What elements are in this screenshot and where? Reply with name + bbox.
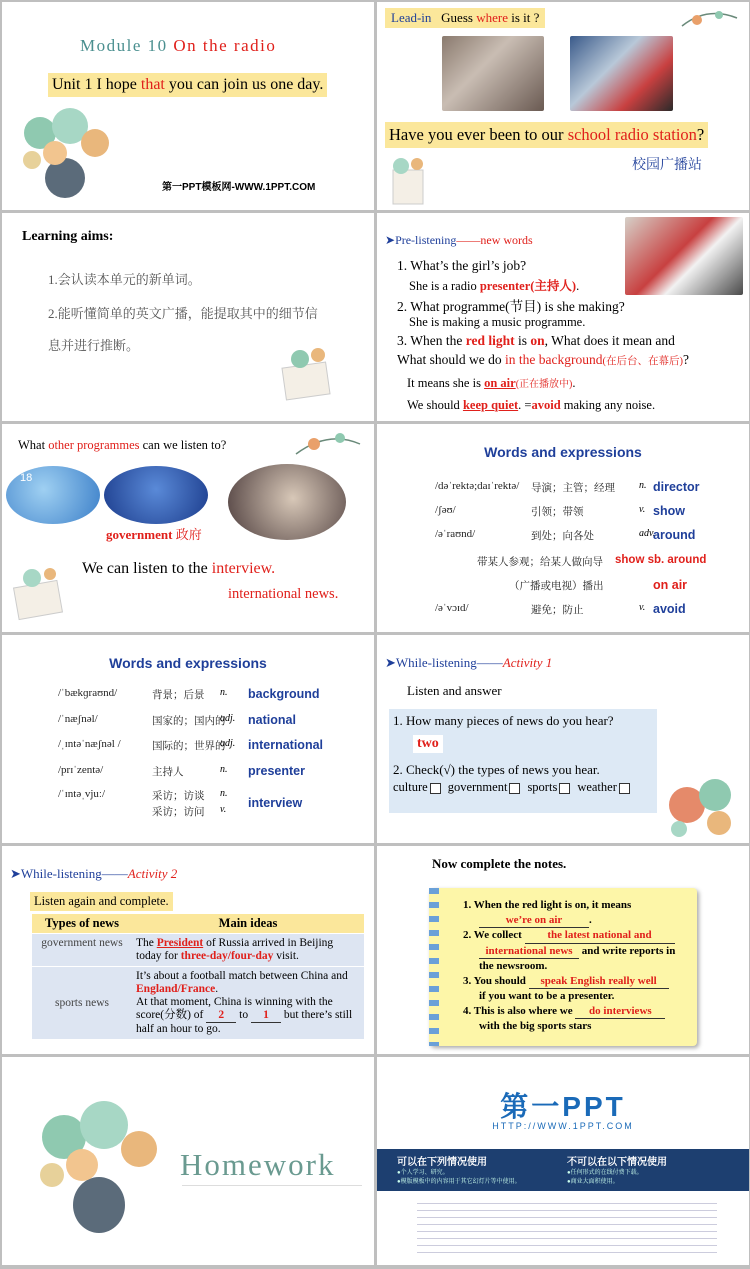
slide-title: [2, 2, 374, 210]
floral-corner-icon: [677, 6, 745, 36]
module-heading: [80, 36, 276, 56]
chinese-meaning: 避免；防止: [531, 605, 584, 616]
while-listening-heading: ➤While-listening——Activity 1: [385, 655, 553, 670]
english-word: national: [248, 713, 296, 727]
english-word: show: [653, 504, 685, 518]
lead-in-label: Lead-in: [391, 10, 432, 25]
chinese-meaning: 背景；后景: [152, 690, 205, 701]
footer-text: 第一PPT模板网-WWW.1PPT.COM: [162, 182, 316, 193]
slide-words-1: [377, 424, 749, 632]
lead-in-bar: Lead-in Guess where is it ?: [385, 8, 545, 28]
module-number: Module 10: [80, 36, 168, 55]
flower-vase-icon: [10, 98, 120, 203]
english-word: around: [653, 528, 696, 542]
question-3: 3. When the red light is on, What does it mean and: [397, 333, 675, 348]
chinese-meaning: （广播或电视）播出: [509, 581, 604, 592]
aims-title: Learning aims:: [22, 229, 114, 244]
floral-card-icon: [8, 558, 74, 622]
answer-1: She is a radio presenter(主持人).: [409, 279, 580, 293]
question-1: 1. What’s the girl’s job?: [397, 258, 527, 273]
chinese-translation: 校园广播站: [632, 158, 702, 173]
notes-title: Now complete the notes.: [432, 856, 567, 871]
answer-two: two: [413, 735, 443, 753]
radio-station-photo-2: [570, 36, 673, 111]
part-of-speech: adj.: [220, 738, 236, 749]
part-of-speech: v.: [639, 602, 646, 613]
listen-answer: We can listen to the interview.: [82, 560, 276, 577]
phonetic: /əˈvɔɪd/: [435, 602, 469, 614]
ppt-url[interactable]: HTTP://WWW.1PPT.COM: [492, 1121, 634, 1131]
slide-activity-1: [377, 635, 749, 843]
news-table: [32, 914, 364, 1039]
phonetic: /ʃəʊ/: [435, 504, 456, 516]
international-news: international news.: [228, 586, 339, 602]
ppt-logo: 第一PPT: [500, 1091, 626, 1122]
phonetic: /əˈraʊnd/: [435, 528, 476, 540]
part-of-speech: adj.: [220, 713, 236, 724]
weather-temp: 18: [20, 472, 33, 484]
question-1: 1. How many pieces of news do you hear?: [393, 713, 614, 728]
slide-learning-aims: [2, 213, 374, 421]
slide-activity-2: [2, 846, 374, 1054]
table-header: Types of news Main ideas: [32, 914, 364, 933]
slide-other-programmes: [2, 424, 374, 632]
news-type-option[interactable]: weather: [577, 780, 633, 794]
question-bar: Have you ever been to our school radio station?: [385, 122, 708, 148]
chinese-meaning: 国家的；国内的: [152, 716, 226, 727]
phonetic: /ˈnæʃnəl/: [58, 713, 98, 725]
answer-2: She is making a music programme.: [409, 315, 586, 329]
module-title: On the radio: [173, 36, 277, 55]
aim-1: 1.会认读本单元的新单词。: [48, 272, 201, 287]
news-type-options: [393, 780, 637, 795]
notebook-rings: [429, 888, 439, 1046]
english-word: on air: [653, 578, 688, 592]
floral-corner-icon: [292, 428, 364, 462]
floral-card-icon: [381, 152, 441, 207]
part-of-speech: n.: [220, 687, 228, 698]
table-row: government news The President of Russia arrived in Beijing today for three-day/four-day visit.: [32, 933, 364, 966]
chinese-meaning: 到处；向各处: [531, 531, 594, 542]
government-briefing-image: [104, 466, 208, 524]
checkbox[interactable]: [509, 783, 520, 794]
news-type-option[interactable]: sports: [527, 780, 573, 794]
floral-card-icon: [274, 341, 344, 403]
notes-text: 1. When the red light is on, it means we’re on air . 2. We collect the latest national and international news and write reports in the newsroom. 3. You should speak English really well if you want to be a presenter. 4. This is also where we do interviews with the big sports stars: [463, 899, 676, 1032]
while-listening-heading: ➤While-listening——Activity 2: [10, 866, 178, 881]
usage-banner: 可以在下列情况使用 ●个人学习、研究。 ●模版模板中的内容用于其它幻灯片等中使用。 不可以在以下情况使用 ●任何形式的在线付费下载。 ●商业大面积使用。: [377, 1149, 749, 1191]
interview-image: [228, 464, 346, 540]
part-of-speech: v.: [639, 504, 646, 515]
question-3-cont: What should we do in the background(在后台、在幕后)?: [397, 352, 689, 367]
phonetic: /ˈbækɡraʊnd/: [58, 687, 118, 699]
listen-again: Listen again and complete.: [30, 892, 173, 911]
slide-complete-notes: [377, 846, 749, 1054]
listen-and-answer: Listen and answer: [407, 683, 502, 698]
answer-3: It means she is on air(正在播放中).: [407, 376, 576, 390]
chinese-meaning: 带某人参观；给某人做向导: [477, 557, 603, 568]
news-type-option[interactable]: culture: [393, 780, 444, 794]
chinese-meaning: 引领；带领: [531, 507, 584, 518]
chinese-meaning: 采访；访问: [152, 807, 205, 818]
part-of-speech: n.: [220, 764, 228, 775]
part-of-speech: n.: [220, 788, 228, 799]
phonetic: /dəˈrektə;daɪˈrektə/: [435, 480, 520, 492]
phonetic: /prɪˈzentə/: [58, 764, 104, 776]
link-lines: [417, 1197, 717, 1259]
slide-ppt-info: [377, 1057, 749, 1265]
aim-3: 息并进行推断。: [48, 338, 140, 353]
slide-lead-in: [377, 2, 749, 210]
news-type-option[interactable]: government: [448, 780, 524, 794]
chinese-meaning: 主持人: [152, 767, 184, 778]
slide-homework: [2, 1057, 374, 1265]
chinese-meaning: 采访；访谈: [152, 791, 205, 802]
programmes-question: What other programmes can we listen to?: [18, 438, 227, 452]
part-of-speech: v.: [220, 804, 227, 815]
question-2: 2. Check(√) the types of news you hear.: [393, 762, 600, 777]
part-of-speech: n.: [639, 480, 647, 491]
presenter-photo: [625, 217, 743, 295]
unit-title: Unit 1 I hope that you can join us one day.: [48, 73, 327, 97]
checkbox[interactable]: [430, 783, 441, 794]
homework-title: Homework: [180, 1147, 336, 1182]
english-word: international: [248, 738, 324, 752]
english-word: interview: [248, 796, 303, 810]
part-of-speech: adv.: [639, 528, 656, 539]
checkbox[interactable]: [559, 783, 570, 794]
question-2: 2. What programme(节目) is she making?: [397, 299, 625, 314]
slide-words-2: [2, 635, 374, 843]
flower-bouquet-icon: [659, 765, 745, 841]
weather-forecast-image: [6, 466, 100, 524]
checkbox[interactable]: [619, 783, 630, 794]
phonetic: /ˈɪntəˌvjuː/: [58, 788, 106, 800]
flower-vase-icon: [24, 1087, 174, 1237]
phonetic: /ˌɪntəˈnæʃnəl /: [58, 738, 121, 750]
chinese-meaning: 国际的；世界的: [152, 741, 226, 752]
homework-divider: [182, 1185, 362, 1186]
english-word: show sb. around: [615, 554, 707, 566]
words-title: Words and expressions: [484, 444, 642, 460]
english-word: presenter: [248, 764, 305, 778]
slide-pre-listening: [377, 213, 749, 421]
chinese-meaning: 导演；主管；经理: [531, 483, 615, 494]
pre-listening-heading: ➤Pre-listening——new words: [385, 233, 533, 247]
english-word: background: [248, 687, 320, 701]
english-word: director: [653, 480, 700, 494]
table-row: sports news It’s about a football match between China and England/France. At that moment, China is winning with the score(分数) of 2 to 1 but there’s still half an hour to go.: [32, 966, 364, 1039]
english-word: avoid: [653, 602, 686, 616]
words-title: Words and expressions: [109, 655, 267, 671]
aim-2: 2.能听懂简单的英文广播，能提取其中的细节信: [48, 306, 318, 321]
radio-station-photo-1: [442, 36, 544, 111]
government-label: government 政府: [106, 527, 202, 542]
answer-4: We should keep quiet. =avoid making any noise.: [407, 398, 656, 412]
